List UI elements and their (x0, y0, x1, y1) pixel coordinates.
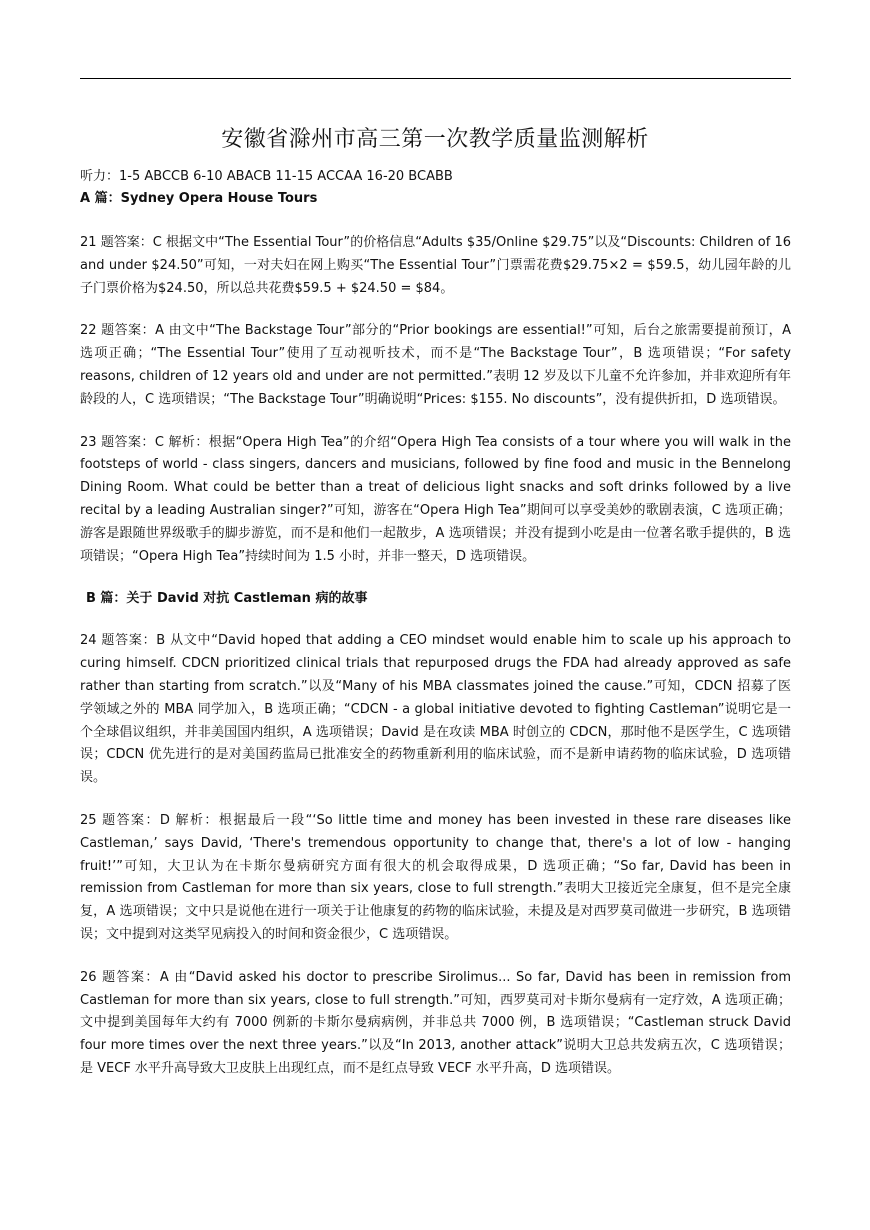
listening-answers: 听力：1-5 ABCCB 6-10 ABACB 11-15 ACCAA 16-20 BCABB (80, 169, 453, 184)
section-b-heading: B 篇：关于 David 对抗 Castleman 病的故事 (86, 591, 368, 607)
answer-23: 23 题答案：C 解析：根据“Opera High Tea”的介绍“Opera High Tea consists of a tour where you will walk in the footsteps of world - class singers, dancers and musicians, followed by fine food and music in the Bennelong Dining Room. What could be better than a treat of delicious light snacks and soft drinks followed by a live recital by a leading Australian singer?”可知，游客在“Opera High Tea”期间可以享受美妙的歌剧表演，C 选项正确；游客是跟随世界级歌手的脚步游览，而不是和他们一起散步，A 选项错误；并没有提到小吃是由一位著名歌手提供的，B 选项错误；“Opera High Tea”持续时间为 1.5 小时，并非一整天，D 选项错误。 (80, 434, 791, 564)
answer-24: 24 题答案：B 从文中“David hoped that adding a CEO mindset would enable him to scale up his approach to curing himself. CDCN prioritized clinical trials that repurposed drugs the FDA had already approved as safe rather than starting from scratch.”以及“Many of his MBA classmates joined the cause.”可知，CDCN 招募了医学领域之外的 MBA 同学加入，B 选项正确；“CDCN - a global initiative devoted to fighting Castleman”说明它是一个全球倡议组织，并非美国国内组织，A 选项错误；David 是在攻读 MBA 时创立的 CDCN，那时他不是医学生，C 选项错误；CDCN 优先进行的是对美国药监局已批准安全的药物重新利用的临床试验，而不是新申请药物的临床试验，D 选项错误。 (80, 633, 791, 786)
header-rule (80, 78, 791, 79)
page-title: 安徽省滁州市高三第一次教学质量监测解析 (221, 127, 649, 152)
answer-22: 22 题答案：A 由文中“The Backstage Tour”部分的“Prior bookings are essential!”可知，后台之旅需要提前预订，A 选项正确；“The Essential Tour”使用了互动视听技术，而不是“The Backstage Tour”，B 选项错误；“For safety reasons, children of 12 years old and under are not permitted.”表明 12 岁及以下儿童不允许参加，并非欢迎所有年龄段的人，C 选项错误；“The Backstage Tour”明确说明“Prices: $155. No discounts”，没有提供折扣，D 选项错误。 (80, 323, 791, 407)
answer-26: 26 题答案：A 由“David asked his doctor to prescribe Sirolimus... So far, David has been in remission from Castleman for more than six years, close to full strength.”可知，西罗莫司对卡斯尔曼病有一定疗效，A 选项正确；文中提到美国每年大约有 7000 例新的卡斯尔曼病病例，并非总共 7000 例，B 选项错误；“Castleman struck David four more times over the next three years.”以及“In 2013, another attack”说明大卫总共发病五次，C 选项错误；是 VECF 水平升高导致大卫皮肤上出现红点，而不是红点导致 VECF 水平升高，D 选项错误。 (80, 969, 791, 1076)
answer-21: 21 题答案：C 根据文中“The Essential Tour”的价格信息“Adults $35/Online $29.75”以及“Discounts: Children of 16 and under $24.50”可知，一对夫妇在网上购买“The Essential Tour”门票需花费$29.75×2 = $59.5，幼儿园年龄的儿子门票价格为$24.50，所以总共花费$59.5 + $24.50 = $84。 (80, 235, 791, 296)
section-a-heading: A 篇：Sydney Opera House Tours (80, 191, 318, 206)
document-body (80, 166, 791, 1081)
answer-25: 25 题答案：D 解析：根据最后一段“‘So little time and money has been invested in these rare diseases like Castleman,’ says David, ‘There's tremendous opportunity to change that, there's a lot of low - hanging fruit!’”可知，大卫认为在卡斯尔曼病研究方面有很大的机会取得成果，D 选项正确；“So far, David has been in remission from Castleman for more than six years, close to full strength.”表明大卫接近完全康复，但不是完全康复，A 选项错误；文中只是说他在进行一项关于让他康复的药物的临床试验，未提及是对西罗莫司做进一步研究，B 选项错误；文中提到对这类罕见病投入的时间和资金很少，C 选项错误。 (80, 812, 791, 942)
